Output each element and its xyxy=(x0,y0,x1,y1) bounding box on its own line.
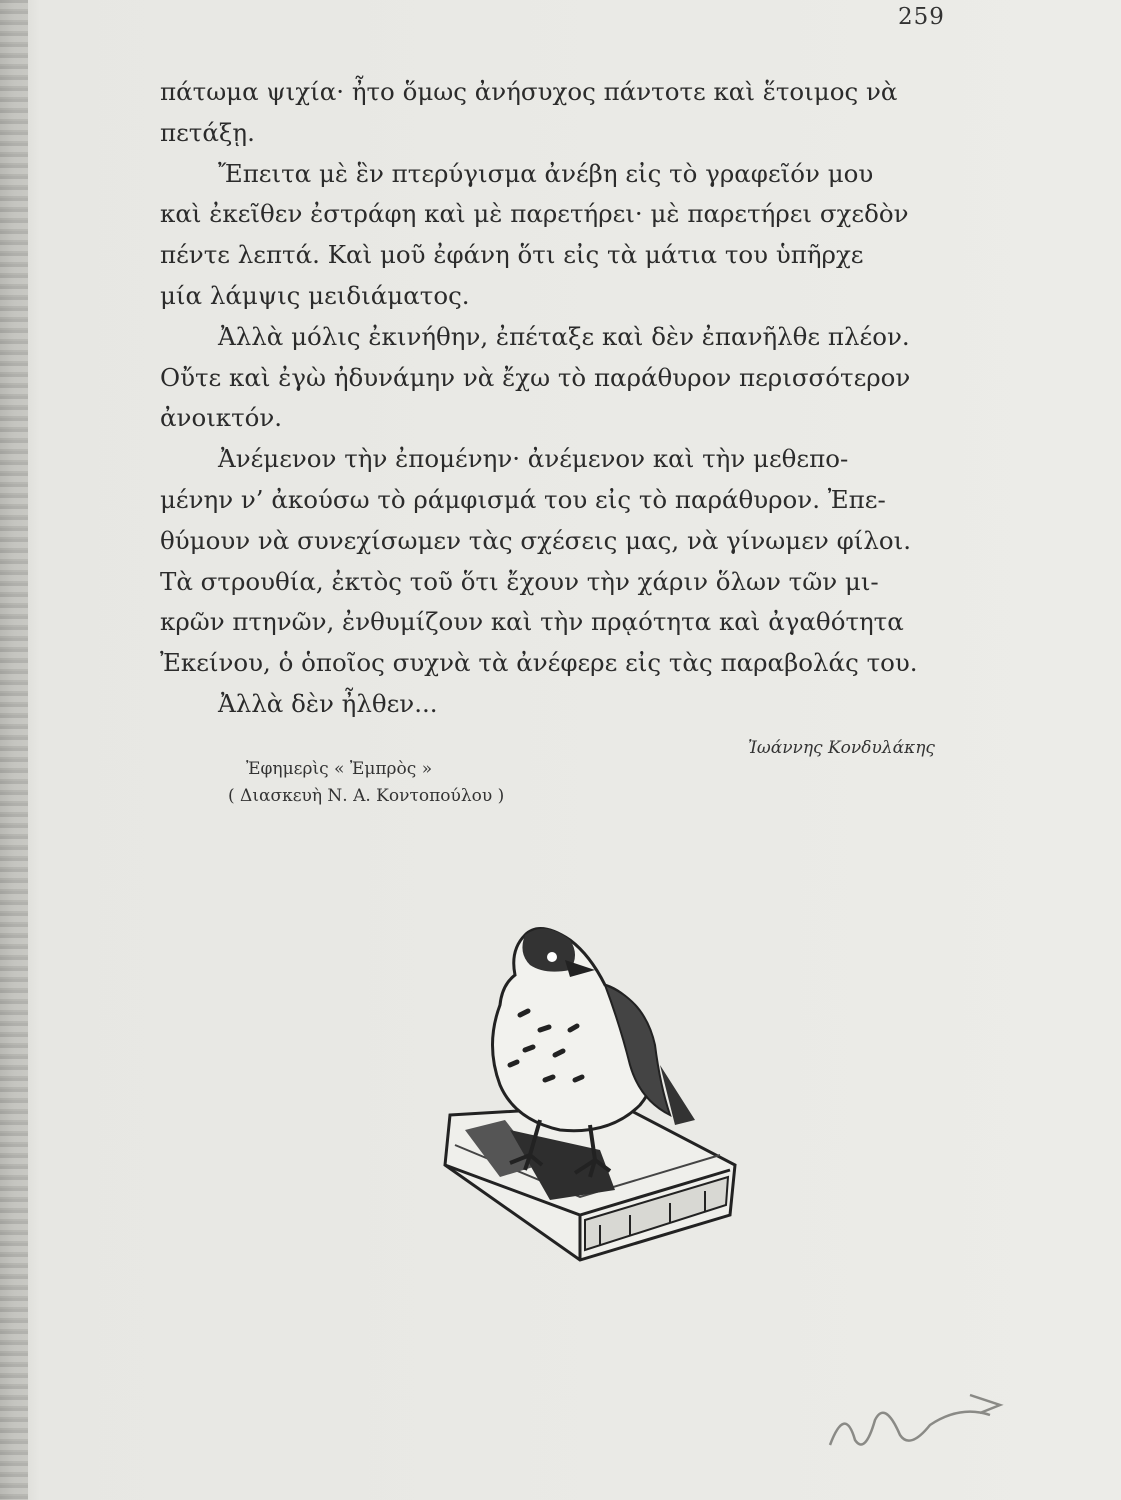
page-number: 259 xyxy=(898,4,945,30)
text-line: Ἀνέμενον τὴν ἐπομένην· ἀνέμενον καὶ τὴν μεθεπο- xyxy=(218,444,849,474)
text-line: πετάξῃ. xyxy=(160,117,255,147)
sparrow-on-book-illustration xyxy=(430,915,760,1275)
text-line: ἀνοικτόν. xyxy=(160,403,283,433)
text-line: πέντε λεπτά. Καὶ μοῦ ἐφάνη ὅτι εἰς τὰ μάτια του ὑπῆρχε xyxy=(160,240,864,270)
text-line: μένην ν’ ἀκούσω τὸ ράμφισμά του εἰς τὸ παράθυρον. Ἐπε- xyxy=(160,484,886,514)
source-adaptation: ( Διασκευὴ Ν. Α. Κοντοπούλου ) xyxy=(228,786,505,806)
text-line: μία λάμψις μειδιάματος. xyxy=(160,280,470,310)
text-line: Ἔπειτα μὲ ἓν πτερύγισμα ἀνέβη εἰς τὸ γραφεῖόν μου xyxy=(218,158,874,188)
pencil-scribble-mark xyxy=(820,1385,1020,1465)
text-line: θύμουν νὰ συνεχίσωμεν τὰς σχέσεις μας, νὰ γίνωμεν φίλοι. xyxy=(160,525,912,555)
text-line: πάτωμα ψιχία· ἦτο ὅμως ἀνήσυχος πάντοτε καὶ ἕτοιμος νὰ xyxy=(160,77,898,106)
text-line: κρῶν πτηνῶν, ἐνθυμίζουν καὶ τὴν πρᾳότητα καὶ ἀγαθότητα xyxy=(160,607,904,637)
author-name: Ἰωάννης Κονδυλάκης xyxy=(748,738,935,758)
source-citation xyxy=(228,756,505,810)
text-line: καὶ ἐκεῖθεν ἐστράφη καὶ μὲ παρετήρει· μὲ παρετήρει σχεδὸν xyxy=(160,199,909,229)
text-line: Τὰ στρουθία, ἐκτὸς τοῦ ὅτι ἔχουν τὴν χάριν ὅλων τῶν μι- xyxy=(160,566,879,596)
text-line: Ἐκείνου, ὁ ὁποῖος συχνὰ τὰ ἀνέφερε εἰς τὰς παραβολάς του. xyxy=(160,648,918,678)
text-line: Ἀλλὰ μόλις ἐκινήθην, ἐπέταξε καὶ δὲν ἐπανῆλθε πλέον. xyxy=(218,321,910,351)
text-line: Οὔτε καὶ ἐγὼ ἠδυνάμην νὰ ἔχω τὸ παράθυρον περισσότερον xyxy=(160,362,911,392)
source-newspaper: Ἐφημερὶς « Ἐμπρὸς » xyxy=(246,759,433,779)
text-line: Ἀλλὰ δὲν ἦλθεν... xyxy=(218,688,438,718)
body-text xyxy=(160,72,990,725)
page-binding-edge xyxy=(0,0,28,1500)
